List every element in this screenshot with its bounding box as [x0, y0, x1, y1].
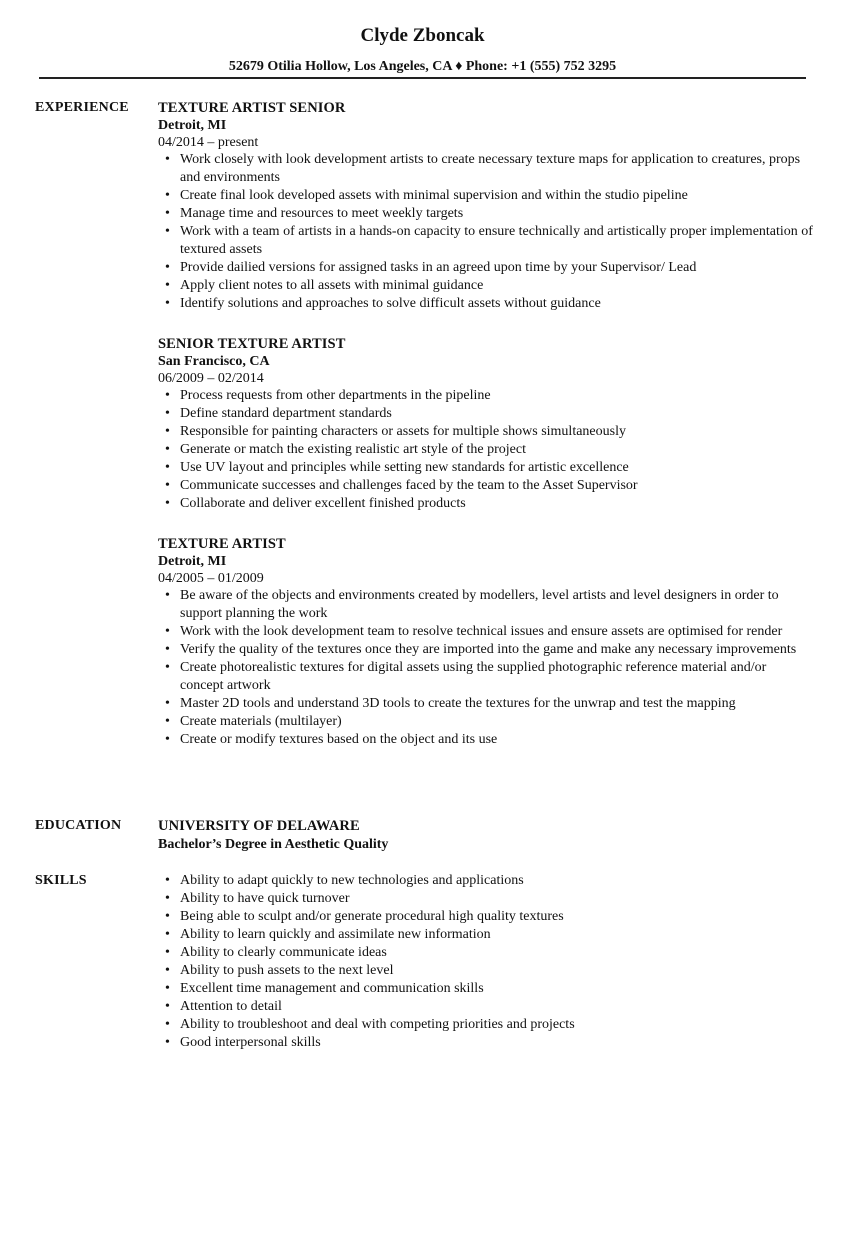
bullet-item: • Be aware of the objects and environments created by modellers, level artists and level designers in order to support planning the work	[180, 587, 813, 623]
skill-item: • Ability to clearly communicate ideas	[180, 944, 813, 962]
skill-item: • Ability to troubleshoot and deal with competing priorities and projects	[180, 1016, 813, 1034]
bullet-item: • Identify solutions and approaches to solve difficult assets without guidance	[180, 295, 813, 313]
bullet-item: • Work with the look development team to resolve technical issues and ensure assets are optimised for render	[180, 623, 813, 641]
job-dates: 04/2005 – 01/2009	[158, 571, 264, 586]
experience-list	[158, 99, 813, 749]
skill-item: • Excellent time management and communication skills	[180, 980, 813, 998]
job-location: San Francisco, CA	[158, 354, 270, 369]
skill-item: • Good interpersonal skills	[180, 1034, 813, 1052]
bullet-item: • Process requests from other departments in the pipeline	[180, 387, 813, 405]
bullet-item: • Work closely with look development artists to create necessary texture maps for application to creatures, props and environments	[180, 151, 813, 187]
bullet-item: • Apply client notes to all assets with minimal guidance	[180, 277, 813, 295]
bullet-item: • Master 2D tools and understand 3D tools to create the textures for the unwrap and test the mapping	[180, 695, 813, 713]
job-title: TEXTURE ARTIST	[158, 536, 286, 552]
skill-item: • Ability to push assets to the next level	[180, 962, 813, 980]
bullet-item: • Provide dailied versions for assigned tasks in an agreed upon time by your Supervisor/ Lead	[180, 259, 813, 277]
job-title: SENIOR TEXTURE ARTIST	[158, 336, 346, 352]
skill-item: • Ability to adapt quickly to new technologies and applications	[180, 872, 813, 890]
school-name: UNIVERSITY OF DELAWARE	[158, 818, 360, 834]
job-bullets	[158, 151, 813, 313]
header-divider	[39, 77, 806, 79]
bullet-item: • Use UV layout and principles while setting new standards for artistic excellence	[180, 459, 813, 477]
skill-item: • Ability to have quick turnover	[180, 890, 813, 908]
job-bullets	[158, 587, 813, 749]
bullet-item: • Verify the quality of the textures once they are imported into the game and make any necessary improvements	[180, 641, 813, 659]
skill-item: • Being able to sculpt and/or generate procedural high quality textures	[180, 908, 813, 926]
bullet-item: • Create materials (multilayer)	[180, 713, 813, 731]
job-location: Detroit, MI	[158, 554, 227, 569]
job-entry	[158, 99, 813, 313]
section-label-education: EDUCATION	[35, 818, 122, 833]
job-entry	[158, 535, 813, 749]
job-title: TEXTURE ARTIST SENIOR	[158, 100, 346, 116]
job-location: Detroit, MI	[158, 118, 227, 133]
skill-item: • Attention to detail	[180, 998, 813, 1016]
job-bullets	[158, 387, 813, 513]
contact-line: 52679 Otilia Hollow, Los Angeles, CA ♦ Phone: +1 (555) 752 3295	[228, 59, 617, 74]
bullet-item: • Create or modify textures based on the object and its use	[180, 731, 813, 749]
skills-list	[158, 872, 813, 1052]
bullet-item: • Responsible for painting characters or assets for multiple shows simultaneously	[180, 423, 813, 441]
job-dates: 06/2009 – 02/2014	[158, 371, 264, 386]
section-label-skills: SKILLS	[35, 873, 87, 888]
bullet-item: • Define standard department standards	[180, 405, 813, 423]
bullet-item: • Generate or match the existing realistic art style of the project	[180, 441, 813, 459]
job-dates: 04/2014 – present	[158, 135, 259, 150]
bullet-item: • Collaborate and deliver excellent finished products	[180, 495, 813, 513]
bullet-item: • Communicate successes and challenges faced by the team to the Asset Supervisor	[180, 477, 813, 495]
section-label-experience: EXPERIENCE	[35, 100, 129, 115]
candidate-name: Clyde Zboncak	[360, 25, 485, 46]
degree-name: Bachelor’s Degree in Aesthetic Quality	[158, 837, 389, 852]
skills-bullets	[158, 872, 813, 1052]
education-entry	[158, 817, 813, 854]
bullet-item: • Manage time and resources to meet weekly targets	[180, 205, 813, 223]
bullet-item: • Create photorealistic textures for digital assets using the supplied photographic reference material and/or concept artwork	[180, 659, 813, 695]
job-entry	[158, 335, 813, 513]
bullet-item: • Work with a team of artists in a hands-on capacity to ensure technically and artistically proper implementation of textured assets	[180, 223, 813, 259]
skill-item: • Ability to learn quickly and assimilate new information	[180, 926, 813, 944]
bullet-item: • Create final look developed assets with minimal supervision and within the studio pipeline	[180, 187, 813, 205]
